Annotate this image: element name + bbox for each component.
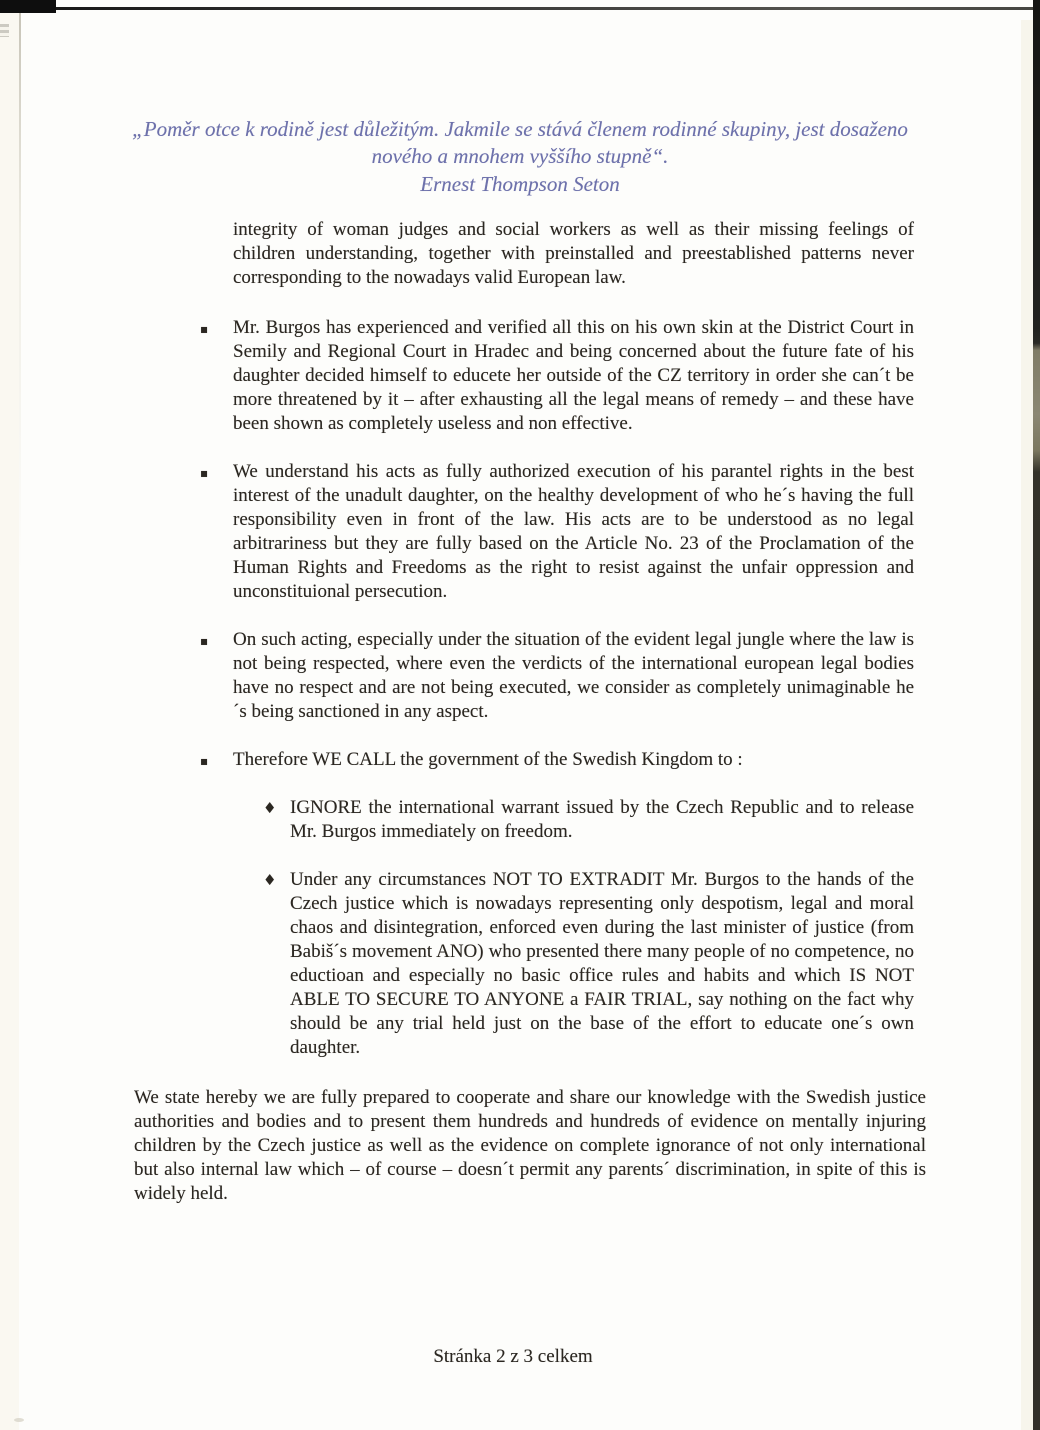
bullet-item <box>200 316 914 436</box>
bullet-item <box>200 460 914 604</box>
scan-bottom-curl-mark <box>14 1418 24 1422</box>
main-text-column <box>200 218 914 1084</box>
bullet-text: Mr. Burgos has experienced and verified all this on his own skin at the District Court in Semily and Regional Court in Hradec and being concerned about the future fate of his daughter decided himself to educete her outside of the CZ territory in order she can´t be more threatened by it – after exhausting all the legal means of remedy – and these have been shown as completely useless and non effective. <box>233 317 914 434</box>
header-quote <box>120 116 920 198</box>
bullet-text: We understand his acts as fully authorized execution of his parantel rights in the best interest of the unadult daughter, on the healthy development of who he´s having the full responsibility even in front of the law. His acts are to be understood as no legal arbitrariness but they are fully based on the Article No. 23 of the Proclamation of the Human Rights and Freedoms as the right to resist against the unfair oppression and unconstituional persecution. <box>233 461 914 602</box>
scan-right-edge-strip <box>1033 0 1040 1430</box>
sub-bullet-item <box>263 868 914 1060</box>
bullet-text: On such acting, especially under the situation of the evident legal jungle where the law is not being respected, where even the verdicts of the international european legal bodies have no respect and are not being executed, we consider as completely unimaginable he´s being sanctioned in any aspect. <box>233 629 914 722</box>
square-bullet-icon: ▪ <box>200 634 209 648</box>
scan-right-paper-edge <box>1021 20 1033 1430</box>
closing-paragraph: We state hereby we are fully prepared to cooperate and share our knowledge with the Swedish justice authorities and bodies and to present them hundreds and hundreds of evidence on mentally injuring children by the Czech justice as well as the evidence on complete ignorance of not only international but also internal law which – of course – doesn´t permit any parents´ discrimination, in spite of this is widely held. <box>134 1087 926 1204</box>
quote-attribution: Ernest Thompson Seton <box>420 172 620 196</box>
bullet-item <box>200 628 914 724</box>
scan-left-paper-edge <box>0 13 19 1430</box>
quote-text: „Poměr otce k rodině jest důležitým. Jakmile se stává členem rodinné skupiny, jest dosaženo nového a mnohem vyššího stupně“. <box>132 117 908 168</box>
sub-bullet-text: Under any circumstances NOT TO EXTRADIT Mr. Burgos to the hands of the Czech justice which is nowadays representing only despotism, legal and moral chaos and disintegration, enforced even during the last minister of justice (from Babiš´s movement ANO) who presented there many people of no competence, no eductioan and especially no basic office rules and habits and which IS NOT ABLE TO SECURE TO ANYONE a FAIR TRIAL, say nothing on the fact why should be any trial held just on the base of the effort to educate one´s own daughter. <box>290 869 914 1058</box>
sub-bullet-text: IGNORE the international warrant issued by the Czech Republic and to release Mr. Burgos immediately on freedom. <box>290 797 914 842</box>
sub-bullet-item <box>263 796 914 844</box>
square-bullet-icon: ▪ <box>200 322 209 336</box>
scan-left-tick-mark <box>0 24 9 37</box>
sub-bullet-list <box>263 796 914 1060</box>
scan-top-edge-line <box>0 7 1040 10</box>
bullet-item <box>200 748 914 772</box>
diamond-bullet-icon: ♦ <box>263 871 277 889</box>
scan-top-left-corner-mark <box>0 0 56 13</box>
intro-paragraph: integrity of woman judges and social workers as well as their missing feelings of children understanding, together with preinstalled and preestablished patterns never corresponding to the nowadays valid European law. <box>233 219 914 288</box>
page-number-footer: Stránka 2 z 3 celkem <box>433 1346 593 1367</box>
square-bullet-icon: ▪ <box>200 466 209 480</box>
scan-left-edge-line <box>19 12 21 572</box>
diamond-bullet-icon: ♦ <box>263 799 277 817</box>
square-bullet-icon: ▪ <box>200 754 209 768</box>
bullet-text: Therefore WE CALL the government of the Swedish Kingdom to : <box>233 749 743 770</box>
